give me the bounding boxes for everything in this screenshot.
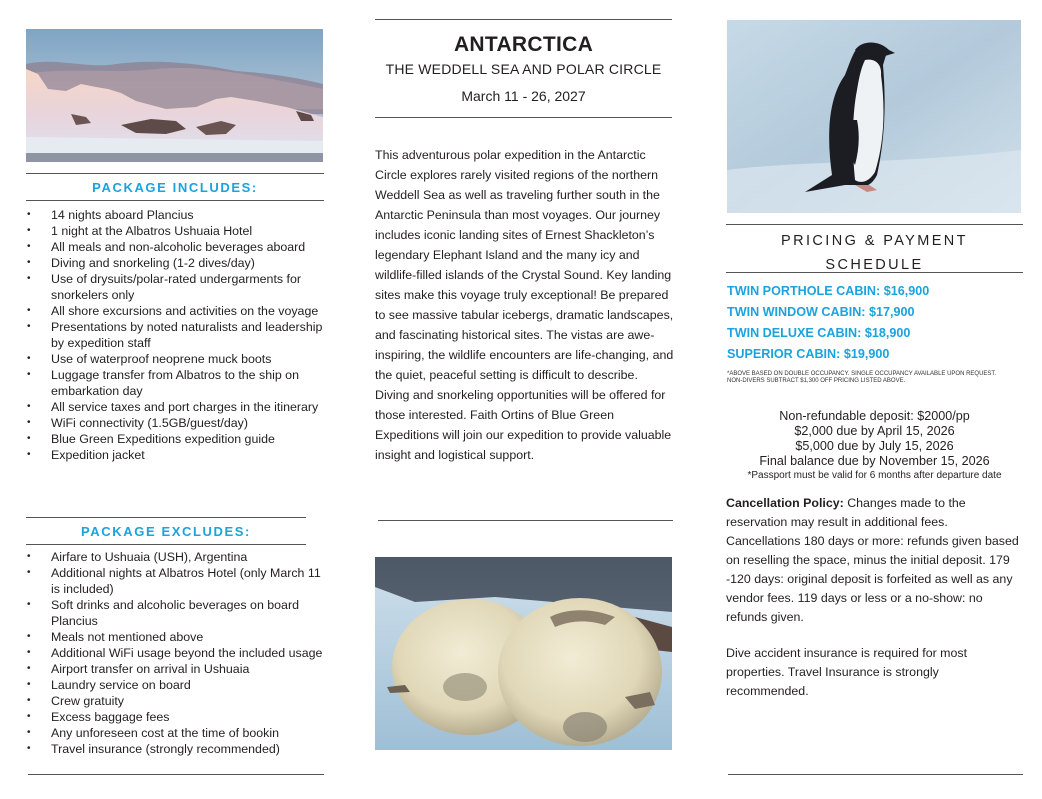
list-item: • Additional WiFi usage beyond the included usage	[26, 645, 326, 661]
excludes-heading: PACKAGE EXCLUDES:	[81, 524, 251, 539]
page-title: ANTARCTICA	[453, 33, 594, 56]
list-item: • Diving and snorkeling (1-2 dives/day)	[26, 255, 326, 271]
fine-print-non-divers: NON-DIVERS SUBTRACT $1,300 OFF PRICING LISTED ABOVE.	[727, 377, 906, 384]
page-subtitle: THE WEDDELL SEA AND POLAR CIRCLE	[385, 61, 662, 77]
divider	[26, 544, 306, 545]
excludes-list	[26, 549, 326, 757]
cancellation-text: Changes made to the reservation may result in additional fees. Cancellations 180 days or more: refunds given based on reselling the space, minus the initial deposit. 179 -120 days: original deposit is forfeited as well as any vendor fees. 119 days or less or a no-show: no refunds given.	[726, 496, 1019, 624]
fine-print-occupancy: *ABOVE BASED ON DOUBLE OCCUPANCY. SINGLE OCCUPANCY AVAILABLE UPON REQUEST.	[727, 371, 997, 377]
mountains-photo	[26, 29, 323, 162]
list-item: • Soft drinks and alcoholic beverages on board Plancius	[26, 597, 326, 629]
cabin-price: SUPERIOR CABIN: $19,900	[727, 347, 890, 361]
list-item: • Travel insurance (strongly recommended)	[26, 741, 326, 757]
divider	[726, 272, 1023, 273]
divider	[26, 200, 324, 201]
divider	[728, 774, 1023, 775]
schedule-line: Final balance due by November 15, 2026	[759, 454, 990, 468]
list-item: • Blue Green Expeditions expedition guide	[26, 431, 326, 447]
fine-print	[727, 371, 1024, 384]
price-list	[727, 281, 1024, 365]
divider	[375, 117, 672, 118]
list-item: • Expedition jacket	[26, 447, 326, 463]
schedule-line: $2,000 due by April 15, 2026	[794, 424, 955, 438]
payment-schedule	[726, 409, 1023, 482]
pricing-heading-line1: PRICING & PAYMENT	[781, 233, 968, 249]
penguin-photo	[727, 20, 1021, 213]
list-item: • Use of drysuits/polar-rated undergarments for snorkelers only	[26, 271, 326, 303]
list-item: • Airfare to Ushuaia (USH), Argentina	[26, 549, 326, 565]
list-item: • Laundry service on board	[26, 677, 326, 693]
list-item: • Meals not mentioned above	[26, 629, 326, 645]
list-item: • Crew gratuity	[26, 693, 326, 709]
trip-description: This adventurous polar expedition in the Antarctic Circle explores rarely visited regions of the northern Weddell Sea as well as traveling further south in the Antarctic Peninsula than most voyages. Our journey includes iconic landing sites of Ernest Shackleton’s legendary Elephant Island and the many icy and wildlife-filled islands of the Crystal Sound. Key landing sites make this voyage truly exceptional! Be prepared to see massive tabular icebergs, dramatic landscapes, and fascinating historical sites. The vistas are awe-inspiring, the wildlife encounters are life-changing, and the quiet, peaceful setting is difficult to describe. Diving and snorkeling opportunities will be offered for those interested. Faith Ortins of Blue Green Expeditions will join our expedition to provide valuable insight and logistical support.	[375, 148, 674, 462]
divider	[378, 520, 673, 521]
list-item: • All shore excursions and activities on the voyage	[26, 303, 326, 319]
cabin-price: TWIN WINDOW CABIN: $17,900	[727, 305, 915, 319]
divider	[28, 774, 324, 775]
list-item: • Luggage transfer from Albatros to the ship on embarkation day	[26, 367, 326, 399]
pricing-heading	[726, 226, 1023, 278]
cancellation-label: Cancellation Policy:	[726, 496, 844, 510]
list-item: • All service taxes and port charges in the itinerary	[26, 399, 326, 415]
list-item: • Additional nights at Albatros Hotel (only March 11 is included)	[26, 565, 326, 597]
list-item: • Airport transfer on arrival in Ushuaia	[26, 661, 326, 677]
cancellation-policy	[726, 494, 1023, 627]
schedule-line: $5,000 due by July 15, 2026	[795, 439, 954, 453]
insurance-note: Dive accident insurance is required for most properties. Travel Insurance is strongly recommended.	[726, 646, 968, 698]
seals-photo	[375, 557, 672, 750]
includes-list	[26, 207, 326, 463]
trip-dates: March 11 - 26, 2027	[461, 88, 586, 104]
list-item: • Use of waterproof neoprene muck boots	[26, 351, 326, 367]
list-item: • 14 nights aboard Plancius	[26, 207, 326, 223]
cabin-price: TWIN PORTHOLE CABIN: $16,900	[727, 284, 930, 298]
list-item: • Presentations by noted naturalists and leadership by expedition staff	[26, 319, 326, 351]
list-item: • All meals and non-alcoholic beverages aboard	[26, 239, 326, 255]
list-item: • 1 night at the Albatros Ushuaia Hotel	[26, 223, 326, 239]
includes-heading: PACKAGE INCLUDES:	[92, 180, 258, 195]
schedule-line: Non-refundable deposit: $2000/pp	[779, 409, 970, 423]
list-item: • Any unforeseen cost at the time of bookin	[26, 725, 326, 741]
passport-note: *Passport must be valid for 6 months after departure date	[747, 470, 1002, 481]
cabin-price: TWIN DELUXE CABIN: $18,900	[727, 326, 911, 340]
list-item: • WiFi connectivity (1.5GB/guest/day)	[26, 415, 326, 431]
divider	[726, 224, 1023, 225]
pricing-heading-line2: SCHEDULE	[825, 257, 924, 273]
list-item: • Excess baggage fees	[26, 709, 326, 725]
